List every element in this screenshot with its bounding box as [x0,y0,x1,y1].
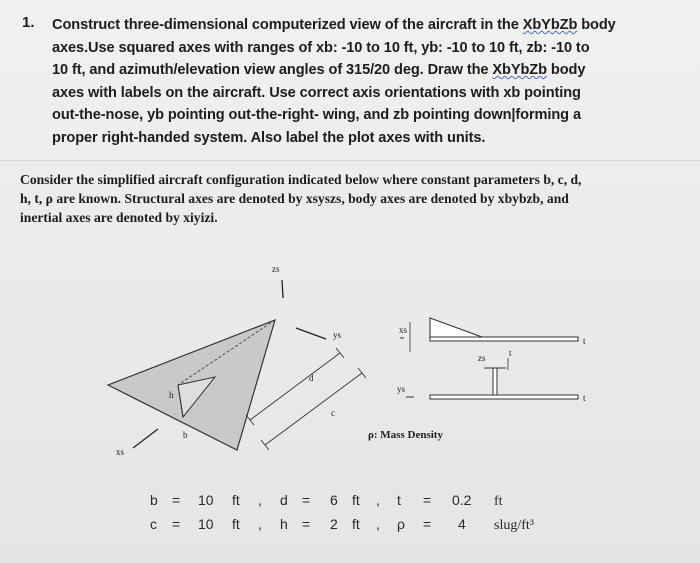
svg-text:=: = [423,516,432,532]
svg-text:ft: ft [232,492,240,508]
svg-text:4: 4 [458,516,466,532]
question-number: 1. [22,14,35,31]
d-label: d [309,373,314,383]
xs-left-label: xs [116,447,125,457]
svg-text:slug/ft³: slug/ft³ [494,518,534,533]
d-dimension-line [250,353,340,420]
config-line-3: inertial axes are denoted by xiyizi. [20,210,218,225]
svg-text:,: , [376,492,380,508]
svg-text:0.2: 0.2 [452,492,472,508]
svg-text:t: t [397,492,401,508]
svg-text:=: = [172,492,181,508]
xbybzb-axes-label: XbYbZb [522,17,578,33]
question-text [52,14,672,149]
mass-density-label: ρ: Mass Density [368,429,443,441]
zs-axis-line [282,280,283,298]
svg-text:d: d [280,492,288,508]
svg-text:,: , [258,492,262,508]
parameter-row-2 [150,516,534,533]
side-view-fuselage [430,337,578,341]
config-line-1: Consider the simplified aircraft configuration indicated below where constant parameters b, c, d, [20,172,582,187]
b-label: b [183,430,188,440]
question-line-1: Construct three-dimensional computerized view of the aircraft in the XbYbZb body [52,17,616,33]
ys-front-label: ys [397,384,406,394]
parameter-row-1 [150,492,503,509]
t-front2-label: t [583,393,586,403]
side-view-tail [430,318,482,337]
svg-text:6: 6 [330,492,338,508]
h-label: h [169,390,174,400]
svg-text:,: , [376,516,380,532]
question-line-2: axes.Use squared axes with ranges of xb: -10 to 10 ft, yb: -10 to 10 ft, zb: -10 to [52,39,590,56]
svg-text:b: b [150,492,158,508]
question-line-6: proper right-handed system. Also label the plot axes with units. [52,129,486,146]
zs-front-label: zs [478,353,486,363]
svg-text:=: = [302,516,311,532]
question-line-3: 10 ft, and azimuth/elevation view angles of 315/20 deg. Draw the XbYbZb body [52,62,586,78]
t-side-label: t [583,336,586,346]
xbybzb-axes-label-2: XbYbZb [492,62,547,78]
xs-side-label: xs [399,325,408,335]
svg-text:,: , [258,516,262,532]
ys-diag-label: ys [333,330,342,340]
c-dimension-line [265,373,362,445]
svg-text:ft: ft [494,494,503,509]
svg-text:c: c [150,516,157,532]
t-front-label: t [509,348,512,358]
ys-axis-line [296,328,326,339]
configuration-text [20,170,685,227]
xs-axis-line [133,429,158,448]
zs-top-label: zs [272,264,280,274]
svg-text:ft: ft [352,516,360,532]
svg-text:=: = [423,492,432,508]
svg-text:2: 2 [330,516,338,532]
c-label: c [331,408,335,418]
svg-text:10: 10 [198,492,214,508]
svg-text:h: h [280,516,288,532]
section-divider [0,160,700,161]
svg-text:10: 10 [198,516,214,532]
question-line-5: out-the-nose, yb pointing out-the-right- wing, and zb pointing down|forming a [52,107,581,123]
svg-text:ρ: ρ [397,516,405,532]
front-view-tail [493,368,497,395]
svg-text:=: = [302,492,311,508]
svg-text:ft: ft [352,492,360,508]
front-view-wing [430,395,578,399]
question-line-4: axes with labels on the aircraft. Use correct axis orientations with xb pointing [52,84,581,101]
config-line-2: h, t, ρ are known. Structural axes are denoted by xsyszs, body axes are denoted by xbybzb, and [20,191,569,206]
svg-text:ft: ft [232,516,240,532]
svg-text:=: = [172,516,181,532]
aircraft-configuration-figure [0,240,700,563]
